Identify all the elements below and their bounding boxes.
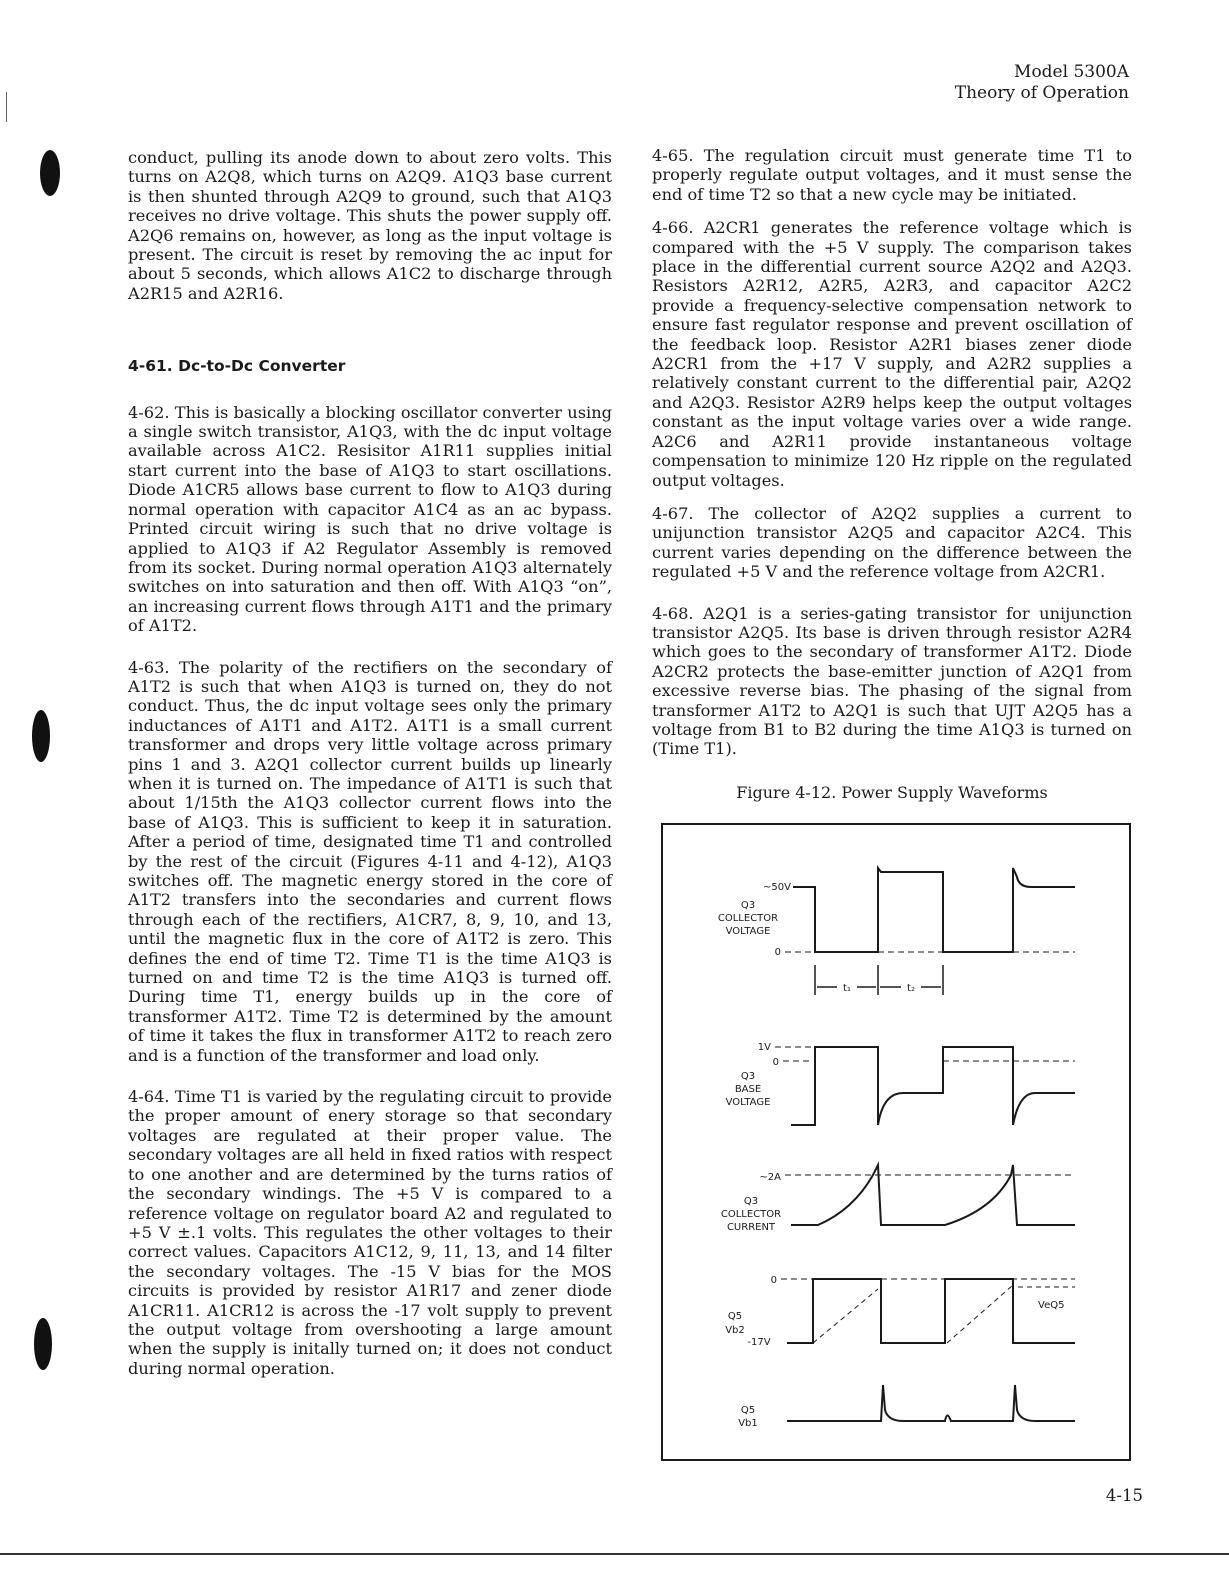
w5-name-line1: Q5 bbox=[740, 1405, 756, 1416]
t1-label: t₁ bbox=[843, 983, 851, 994]
binder-hole-bottom bbox=[34, 1318, 52, 1370]
w1-name-line3: VOLTAGE bbox=[725, 926, 771, 937]
w2-zero-label: 0 bbox=[772, 1057, 779, 1068]
w1-name-line1: Q3 bbox=[740, 900, 756, 911]
w1-zero-label: 0 bbox=[774, 947, 781, 958]
waveform-figure bbox=[661, 823, 1131, 1461]
w2-level-label: 1V bbox=[757, 1042, 771, 1053]
paragraph-4-67: 4-67. The collector of A2Q2 supplies a current to unijunction transistor A2Q5 and capacitor A2C4. This current varies depending on the difference between the regulated +5 V and the reference voltage from A2CR1. bbox=[652, 503, 1132, 582]
section-title: 4-61. Dc-to-Dc Converter bbox=[128, 357, 346, 376]
w4-ve-label: VeQ5 bbox=[1038, 1300, 1065, 1311]
w4-name-line1: Q5 bbox=[727, 1311, 743, 1322]
waveform-q5-vb1 bbox=[738, 1385, 1075, 1429]
paragraph-4-66: 4-66. A2CR1 generates the reference voltage which is compared with the +5 V supply. The comparison takes place in the differential current source A2Q2 and A2Q3. Resistors A2R12, A2R5, A2R3, and capacitor A2C2 provide a frequency-selective compensation network to ensure fast regulator response and prevent oscillation of the feedback loop. Resistor A2R1 biases zener diode A2CR1 from the +17 V supply, and A2R2 supplies a relatively constant current to the differential pair, A2Q2 and A2Q3. Resistor A2R9 helps keep the output voltages constant as the input voltage varies over a wide range. A2C6 and A2R11 provide instantaneous voltage compensation to minimize 120 Hz ripple on the regulated output voltages. bbox=[652, 218, 1132, 490]
paragraph-4-65: 4-65. The regulation circuit must generate time T1 to properly regulate output voltages, and it must sense the end of time T2 so that a new cycle may be initiated. bbox=[652, 146, 1132, 204]
waveform-collector-voltage bbox=[718, 868, 1075, 995]
w2-name-line2: BASE bbox=[734, 1084, 762, 1095]
w3-name-line1: Q3 bbox=[743, 1196, 759, 1207]
paragraph-4-68: 4-68. A2Q1 is a series-gating transistor for unijunction transistor A2Q5. Its base is driven through resistor A2R4 which goes to the secondary of transformer A1T2. Diode A2CR2 protects the base-emitter junction of A2Q1 from excessive reverse bias. The phasing of the signal from transformer A1T2 to A2Q1 is such that UJT A2Q5 has a voltage from B1 to B2 during the time A1Q3 is turned on (Time T1). bbox=[652, 603, 1132, 759]
w2-name-line1: Q3 bbox=[740, 1071, 756, 1082]
waveform-base-voltage bbox=[726, 1042, 1075, 1125]
w2-name-line3: VOLTAGE bbox=[725, 1097, 771, 1108]
w4-zero-label: 0 bbox=[770, 1275, 777, 1286]
w5-name-line2: Vb1 bbox=[738, 1418, 758, 1429]
w3-level-label: ~2A bbox=[759, 1172, 781, 1183]
paragraph-4-64: 4-64. Time T1 is varied by the regulating circuit to provide the proper amount of enery storage so that secondary voltages are regulated at their proper value. The secondary voltages are all held in fixed ratios with respect to one another and are determined by the turns ratios of the secondary windings. The +5 V is compared to a reference voltage on regulator board A2 and regulated to +5 V ±.1 volts. This regulates the other voltages to their correct values. Capacitors A1C12, 9, 11, 13, and 14 filter the secondary voltages. The -15 V bias for the MOS circuits is provided by resistor A1R17 and zener diode A1CR11. A1CR12 is across the -17 volt supply to prevent the output voltage from overshooting a large amount when the supply is initally turned on; it does not conduct during normal operation. bbox=[128, 1087, 612, 1378]
right-column bbox=[652, 146, 1132, 773]
paragraph-4-63: 4-63. The polarity of the rectifiers on the secondary of A1T2 is such that when A1Q3 is turned on, they do not conduct. Thus, the dc input voltage sees only the primary inductances of A1T1 and A1T2. A1T1 is a small current transformer and drops very little voltage across primary pins 1 and 3. A2Q1 collector current builds up linearly when it is turned on. The impedance of A1T1 is such that about 1/15th the A1Q3 collector current flows into the base of A1Q3. This is sufficient to keep it in saturation. After a period of time, designated time T1 and controlled by the rest of the circuit (Figures 4-11 and 4-12), A1Q3 switches off. The magnetic energy stored in the core of A1T2 transfers into the secondaries and current flows through each of the rectifiers, A1CR7, 8, 9, 10, and 13, until the magnetic flux in the core of A1T2 is zero. This defines the end of time T2. Time T1 is the time A1Q3 is turned on and time T2 is the time A1Q3 is turned off. During time T1, energy builds up in the core of transformer A1T2. Time T2 is determined by the amount of time it takes the flux in transformer A1T2 to reach zero and is a function of the transformer and load only. bbox=[128, 657, 612, 1065]
w3-name-line2: COLLECTOR bbox=[720, 1209, 782, 1220]
waveform-diagram bbox=[663, 825, 1129, 1459]
bottom-rule bbox=[0, 1553, 1229, 1555]
waveform-collector-current bbox=[721, 1165, 1075, 1233]
t2-label: t₂ bbox=[907, 983, 915, 994]
header-model: Model 5300A bbox=[1014, 62, 1129, 82]
margin-mark bbox=[6, 92, 7, 122]
paragraph-continued: conduct, pulling its anode down to about zero volts. This turns on A2Q8, which turns on A2Q9. A1Q3 base current is then shunted through A2Q9 to ground, such that A1Q3 receives no drive voltage. This shuts the power supply off. A2Q6 remains on, however, as long as the input voltage is present. The circuit is reset by removing the ac input for about 5 seconds, which allows A1C2 to discharge through A2R15 and A2R16. bbox=[128, 148, 612, 303]
w1-name-line2: COLLECTOR bbox=[717, 913, 779, 924]
waveform-q5-vb2 bbox=[725, 1275, 1075, 1348]
binder-hole-top bbox=[40, 150, 60, 196]
w4-name-line2: Vb2 bbox=[725, 1325, 745, 1336]
page-number: 4-15 bbox=[1105, 1486, 1143, 1505]
w1-level-label: ~50V bbox=[763, 882, 791, 893]
binder-hole-middle bbox=[32, 710, 50, 762]
left-column bbox=[128, 148, 612, 1392]
page-header bbox=[955, 62, 1129, 104]
header-section: Theory of Operation bbox=[954, 83, 1129, 103]
figure-caption: Figure 4-12. Power Supply Waveforms bbox=[736, 783, 1048, 802]
w3-name-line3: CURRENT bbox=[726, 1222, 776, 1233]
w4-neg-label: -17V bbox=[747, 1337, 771, 1348]
paragraph-4-62: 4-62. This is basically a blocking oscillator converter using a single switch transistor, A1Q3, with the dc input voltage available across A1C2. Resisitor A1R11 supplies initial start current into the base of A1Q3 to start oscillations. Diode A1CR5 allows base current to flow to A1Q3 during normal operation with capacitor A1C4 as an ac bypass. Printed circuit wiring is such that no drive voltage is applied to A1Q3 if A2 Regulator Assembly is removed from its socket. During normal operation A1Q3 alternately switches on into saturation and then off. With A1Q3 “on”, an increasing current flows through A1T1 and the primary of A1T2. bbox=[128, 402, 612, 636]
